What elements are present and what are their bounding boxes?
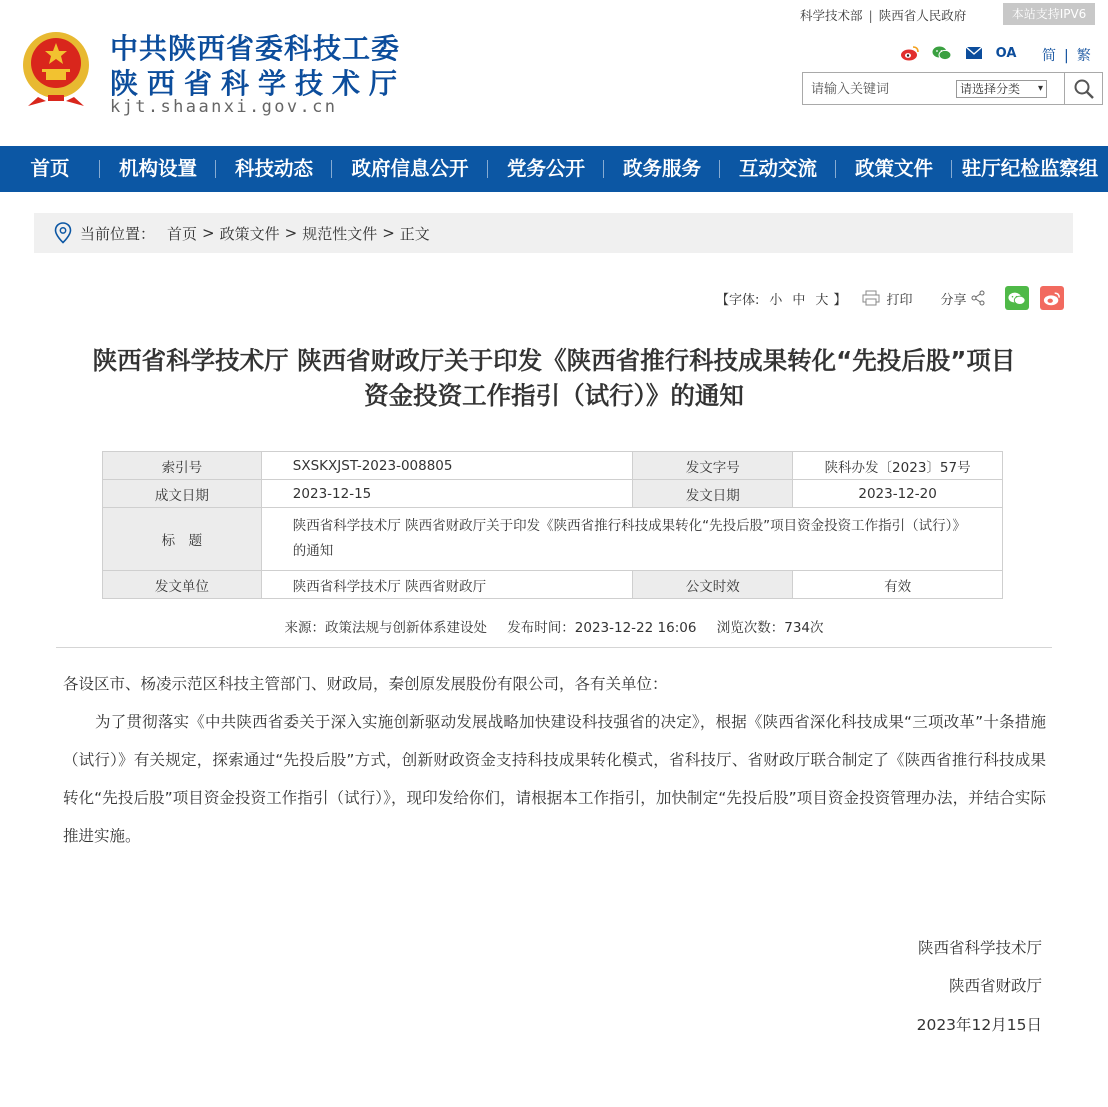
article-tools	[716, 286, 986, 310]
created-date-label: 成文日期	[103, 480, 262, 508]
org-name-secondary: 陕西省科学技术厅	[110, 67, 407, 100]
source-text: 来源：政策法规与创新体系建设处	[284, 620, 487, 636]
nav-item-organization[interactable]: 机构设置	[100, 146, 216, 192]
table-row	[103, 508, 1003, 571]
table-row	[103, 452, 1003, 480]
article-title	[40, 343, 1068, 413]
weibo-icon[interactable]	[900, 44, 920, 62]
mail-icon[interactable]	[964, 44, 984, 62]
font-size-label: 【字体:	[716, 292, 760, 308]
search-icon	[1073, 78, 1095, 100]
search-box	[802, 72, 1103, 105]
font-size-small[interactable]: 小	[769, 292, 783, 308]
nav-item-interaction[interactable]: 互动交流	[720, 146, 836, 192]
unit-label: 发文单位	[103, 571, 262, 599]
share-label: 分享	[940, 292, 967, 308]
divider: |	[1064, 48, 1069, 64]
top-link-most[interactable]: 科学技术部	[800, 8, 863, 23]
title-label: 标 题	[103, 508, 262, 571]
top-links	[800, 5, 966, 25]
body-paragraph: 为了贯彻落实《中共陕西省委关于深入实施创新驱动发展战略加快建设科技强省的决定》，根据《陕西省深化科技成果“三项改革”十条措施（试行）》有关规定，探索通过“先投后股”方式，创新财政资金支持科技成果转化模式，省科技厅、省财政厅联合制定了《陕西省推行科技成果转化“先投后股”项目资金投资工作指引（试行）》，现印发给你们，请根据本工作指引，加快制定“先投后股”项目资金投资管理办法，并结合实际推进实施。	[63, 713, 1046, 845]
created-date-value: 2023-12-15	[261, 480, 633, 508]
language-switch	[1038, 45, 1095, 65]
signature-org-2: 陕西省财政厅	[948, 977, 1042, 995]
ipv6-badge: 本站支持IPV6	[1003, 3, 1095, 25]
breadcrumb-separator: >	[382, 224, 395, 242]
docno-label: 发文字号	[633, 452, 793, 480]
nav-item-gov-info[interactable]: 政府信息公开	[332, 146, 488, 192]
breadcrumb-label: 当前位置：	[80, 224, 156, 243]
metadata-table	[102, 451, 1003, 599]
article-body	[63, 665, 1046, 855]
signature-date: 2023年12月15日	[916, 1016, 1042, 1034]
nav-item-home[interactable]: 首页	[0, 146, 100, 192]
share-weibo-button[interactable]	[1040, 286, 1064, 310]
category-select-value: 请选择分类	[960, 82, 1021, 96]
location-pin-icon	[54, 222, 72, 244]
main-nav	[0, 146, 1108, 192]
validity-label: 公文时效	[633, 571, 793, 599]
header-icons	[900, 44, 1028, 62]
issued-date-label: 发文日期	[633, 480, 793, 508]
print-button[interactable]	[862, 289, 912, 308]
divider: |	[868, 7, 873, 23]
index-label: 索引号	[103, 452, 262, 480]
site-header	[0, 0, 1108, 146]
divider	[56, 647, 1052, 648]
search-button[interactable]	[1064, 73, 1102, 104]
lang-traditional[interactable]: 繁	[1076, 48, 1091, 64]
lang-simplified[interactable]: 简	[1042, 48, 1056, 64]
docno-value: 陕科办发〔2023〕57号	[793, 452, 1003, 480]
breadcrumb	[34, 213, 1073, 253]
share-wechat-button[interactable]	[1005, 286, 1029, 310]
search-input[interactable]	[811, 79, 946, 99]
breadcrumb-current: 正文	[399, 224, 430, 243]
nav-item-news[interactable]: 科技动态	[216, 146, 332, 192]
wechat-icon[interactable]	[932, 44, 952, 62]
site-url: kjt.shaanxi.gov.cn	[110, 97, 338, 117]
share-label-group	[940, 289, 986, 308]
breadcrumb-home[interactable]: 首页	[167, 224, 198, 243]
nav-item-party-affairs[interactable]: 党务公开	[488, 146, 604, 192]
weibo-icon	[1043, 291, 1061, 306]
index-value: SXSKXJST-2023-008805	[261, 452, 633, 480]
category-select[interactable]	[956, 80, 1047, 98]
publish-time: 发布时间：2023-12-22 16:06	[507, 620, 697, 636]
national-emblem-icon	[20, 29, 92, 107]
article-title-line1: 陕西省科学技术厅 陕西省财政厅关于印发《陕西省推行科技成果转化“先投后股”项目	[92, 346, 1016, 375]
salutation: 各设区市、杨凌示范区科技主管部门、财政局，秦创原发展股份有限公司，各有关单位：	[63, 675, 668, 693]
validity-value: 有效	[793, 571, 1003, 599]
nav-item-policy[interactable]: 政策文件	[836, 146, 952, 192]
nav-item-discipline[interactable]: 驻厅纪检监察组	[961, 157, 1099, 180]
breadcrumb-separator: >	[284, 224, 298, 242]
top-link-shaanxi-gov[interactable]: 陕西省人民政府	[878, 8, 967, 23]
font-size-close: 】	[833, 292, 847, 308]
font-size-large[interactable]: 大	[815, 292, 829, 308]
oa-icon[interactable]: OA	[995, 45, 1017, 61]
share-icon	[970, 290, 986, 306]
article-title-line2: 资金投资工作指引（试行）》的通知	[364, 381, 744, 410]
breadcrumb-policy[interactable]: 政策文件	[219, 224, 280, 243]
printer-icon	[862, 290, 880, 306]
nav-item-services[interactable]: 政务服务	[604, 146, 720, 192]
breadcrumb-separator: >	[202, 224, 215, 242]
font-size-medium[interactable]: 中	[792, 292, 806, 308]
breadcrumb-normative[interactable]: 规范性文件	[302, 224, 378, 243]
print-label: 打印	[886, 292, 913, 308]
table-row	[103, 571, 1003, 599]
issued-date-value: 2023-12-20	[793, 480, 1003, 508]
org-name-primary: 中共陕西省委科技工委	[110, 32, 401, 65]
table-row	[103, 480, 1003, 508]
wechat-icon	[1008, 291, 1026, 306]
view-count: 浏览次数：734次	[716, 620, 824, 636]
chevron-down-icon: ▾	[1037, 83, 1043, 94]
title-value: 陕西省科学技术厅 陕西省财政厅关于印发《陕西省推行科技成果转化“先投后股”项目资金投资工作指引（试行）》的通知	[261, 508, 1002, 571]
article-info	[0, 616, 1108, 636]
signature-org-1: 陕西省科学技术厅	[917, 939, 1042, 957]
unit-value: 陕西省科学技术厅 陕西省财政厅	[261, 571, 633, 599]
